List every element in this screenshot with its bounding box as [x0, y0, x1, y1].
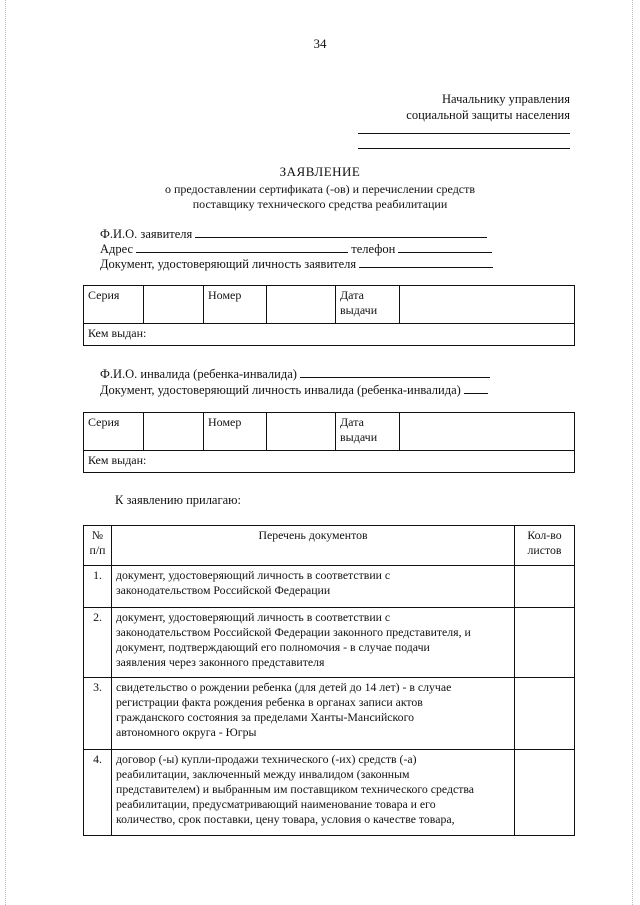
documents-table: [83, 525, 575, 836]
docs-header-count-line2: листов: [527, 543, 562, 557]
table-row: [84, 608, 575, 678]
id2-number-cell[interactable]: [267, 413, 336, 451]
id1-series-label: Серия: [84, 286, 144, 324]
applicant-fio-row: [100, 226, 487, 242]
id2-date-cell[interactable]: [400, 413, 575, 451]
id1-date-label-line1: Дата: [340, 288, 364, 302]
addressee-line-1: Начальнику управления: [442, 92, 570, 106]
applicant-address-blank[interactable]: [136, 241, 348, 253]
table-row: [84, 566, 575, 608]
applicant-doc-row: [100, 256, 493, 272]
invalid-doc-label: Документ, удостоверяющий личность инвалида (ребенка-инвалида): [100, 383, 461, 397]
addressee-line-2: социальной защиты населения: [406, 108, 570, 122]
table-row: [84, 678, 575, 750]
scan-edge-right: [632, 0, 633, 905]
applicant-doc-label: Документ, удостоверяющий личность заявителя: [100, 257, 357, 271]
applicant-fio-label: Ф.И.О. заявителя: [100, 227, 193, 241]
row-4-line-3: представителем) и выбранным им поставщиком технического средства: [116, 782, 475, 796]
invalid-fio-row: [100, 366, 490, 382]
row-1-text: [112, 566, 515, 608]
addressee-blank-1[interactable]: [358, 133, 570, 134]
row-2-count-cell[interactable]: [515, 608, 575, 678]
addressee-blank-2[interactable]: [358, 148, 570, 149]
row-3-line-1: свидетельство о рождении ребенка (для детей до 14 лет) - в случае: [116, 680, 452, 694]
row-4-line-5: количество, срок поставки, цену товара, условия о качестве товара,: [116, 812, 455, 826]
row-4-line-1: договор (-ы) купли-продажи технического (-их) средств (-а): [116, 752, 417, 766]
row-4-line-2: реабилитации, заключенный между инвалидом (законным: [116, 767, 410, 781]
docs-header-count-line1: Кол-во: [527, 528, 562, 542]
id2-number-label: Номер: [204, 413, 267, 451]
subtitle-line-1: о предоставлении сертификата (-ов) и перечислении средств: [164, 182, 476, 196]
row-3-count-cell[interactable]: [515, 678, 575, 750]
applicant-fio-blank[interactable]: [195, 226, 487, 238]
id1-date-label-line2: выдачи: [340, 303, 378, 317]
row-2-line-3: документ, подтверждающий его полномочия - в случае подачи: [116, 640, 430, 654]
row-2-line-1: документ, удостоверяющий личность в соответствии с: [116, 610, 391, 624]
row-1-line-2: законодательством Российской Федерации: [116, 583, 331, 597]
invalid-fio-blank[interactable]: [300, 366, 490, 378]
applicant-id-table: [83, 285, 575, 346]
id2-series-cell[interactable]: [144, 413, 204, 451]
applicant-phone-blank[interactable]: [398, 241, 492, 253]
row-4-line-4: реабилитации, предусматривающий наименование товара и его: [116, 797, 436, 811]
row-4-count-cell[interactable]: [515, 750, 575, 836]
id1-date-label: [336, 286, 400, 324]
id1-number-cell[interactable]: [267, 286, 336, 324]
invalid-doc-row: [100, 382, 488, 398]
row-4-num: 4.: [84, 750, 112, 836]
id2-date-label-line1: Дата: [340, 415, 364, 429]
id1-issued-by-cell[interactable]: [84, 324, 575, 346]
invalid-doc-blank[interactable]: [464, 382, 488, 394]
docs-header-list: Перечень документов: [112, 526, 515, 566]
id2-issued-by-cell[interactable]: [84, 451, 575, 473]
invalid-id-table: [83, 412, 575, 473]
id1-date-cell[interactable]: [400, 286, 575, 324]
table-row: [84, 750, 575, 836]
row-3-num: 3.: [84, 678, 112, 750]
attach-label: К заявлению прилагаю:: [115, 493, 241, 507]
id2-date-label-line2: выдачи: [340, 430, 378, 444]
invalid-fio-label: Ф.И.О. инвалида (ребенка-инвалида): [100, 367, 297, 381]
row-2-num: 2.: [84, 608, 112, 678]
id2-date-label: [336, 413, 400, 451]
subtitle-line-2: поставщику технического средства реабилитации: [192, 197, 448, 211]
page-number: 34: [313, 36, 327, 51]
id2-series-label: Серия: [84, 413, 144, 451]
id1-number-label: Номер: [204, 286, 267, 324]
applicant-doc-blank[interactable]: [359, 256, 493, 268]
applicant-phone-label: телефон: [351, 242, 396, 256]
row-3-text: [112, 678, 515, 750]
row-2-line-4: заявления через законного представителя: [116, 655, 325, 669]
row-3-line-2: регистрации факта рождения ребенка в органах записи актов: [116, 695, 423, 709]
row-3-line-3: гражданского состояния за пределами Ханты-Мансийского: [116, 710, 415, 724]
id2-issued-by-label: Кем выдан:: [88, 453, 147, 467]
docs-header-count: [515, 526, 575, 566]
row-1-count-cell[interactable]: [515, 566, 575, 608]
applicant-address-row: [100, 241, 492, 257]
id1-series-cell[interactable]: [144, 286, 204, 324]
row-2-text: [112, 608, 515, 678]
docs-header-num-line2: п/п: [89, 543, 106, 557]
scan-edge-left: [5, 0, 6, 905]
applicant-address-label: Адрес: [100, 242, 134, 256]
row-1-line-1: документ, удостоверяющий личность в соответствии с: [116, 568, 391, 582]
id1-issued-by-label: Кем выдан:: [88, 326, 147, 340]
document-title: ЗАЯВЛЕНИЕ: [279, 164, 361, 179]
row-4-text: [112, 750, 515, 836]
docs-header-num-line1: №: [91, 528, 104, 542]
row-3-line-4: автономного округа - Югры: [116, 725, 257, 739]
row-1-num: 1.: [84, 566, 112, 608]
docs-header-num: [84, 526, 112, 566]
row-2-line-2: законодательством Российской Федерации законного представителя, и: [116, 625, 471, 639]
